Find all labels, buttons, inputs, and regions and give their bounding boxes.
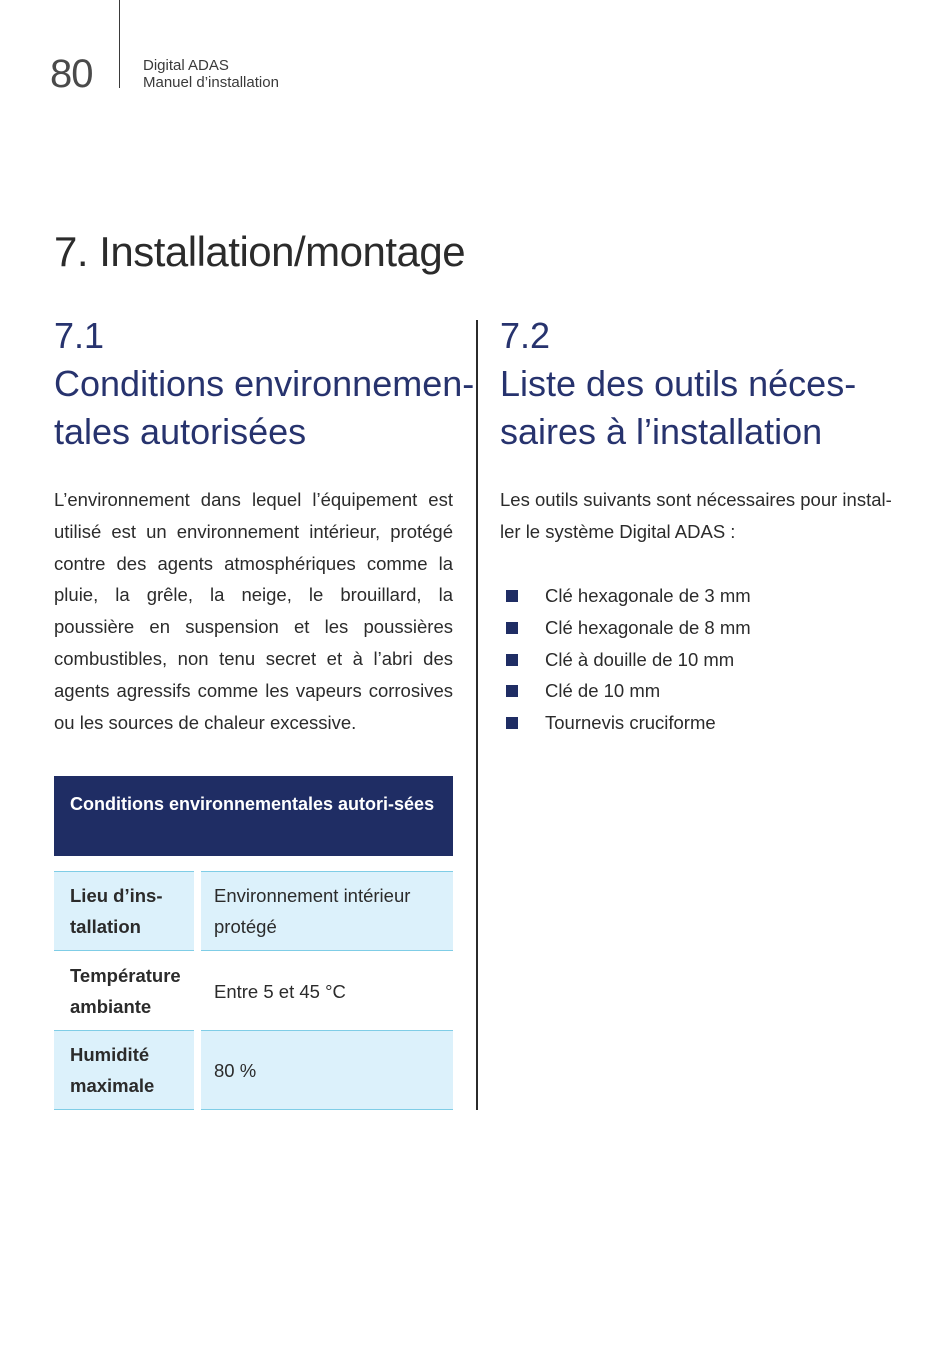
- table-cell-label: Température ambiante: [70, 965, 181, 1017]
- section-7-1-title-line-2: tales autorisées: [54, 411, 307, 452]
- chapter-title: 7. Installation/montage: [54, 228, 466, 275]
- list-item: [505, 580, 751, 612]
- document-title-line-2: Manuel d’installation: [143, 74, 279, 91]
- column-divider: [476, 320, 478, 1110]
- table-cell-value: Environnement intérieur protégé: [201, 871, 453, 951]
- section-7-1-title-line-1: Conditions environnemen-: [54, 363, 475, 404]
- section-7-2-title-line-2: saires à l’installation: [500, 411, 823, 452]
- tools-list: [505, 580, 751, 739]
- document-title: [143, 57, 279, 91]
- section-7-1-body: L’environnement dans lequel l’équipement est utilisé est un environnement intérieur, protégé contre des agents atmosphériques comme la pluie, la grêle, la neige, le brouillard, la poussière en suspension et les poussières combustibles, non tenu secret et à l’abri des agents agressifs comme les vapeurs corrosives ou les sources de chaleur excessive.: [54, 489, 453, 733]
- list-item: [505, 612, 751, 644]
- tool-label: Clé hexagonale de 8 mm: [545, 616, 751, 638]
- square-bullet-icon: [506, 590, 518, 602]
- document-title-line-1: Digital ADAS: [143, 57, 229, 74]
- table-row: [54, 1030, 453, 1110]
- section-7-2-heading: [500, 312, 856, 456]
- list-item: [505, 644, 751, 676]
- tool-label: Tournevis cruciforme: [545, 712, 716, 734]
- square-bullet-icon: [506, 717, 518, 729]
- section-7-2-intro: Les outils suivants sont nécessaires pour instal-ler le système Digital ADAS :: [500, 489, 892, 542]
- table-cell-label: Humidité maximale: [54, 1030, 194, 1110]
- tool-label: Clé à douille de 10 mm: [545, 648, 735, 670]
- table-cell-value: 80 %: [201, 1030, 453, 1110]
- square-bullet-icon: [506, 622, 518, 634]
- conditions-table-header: Conditions environnementales autori-sées: [54, 776, 453, 856]
- section-7-1-number: 7.1: [54, 315, 105, 356]
- list-item: [505, 707, 751, 739]
- header-divider: [119, 0, 120, 88]
- table-cell-value: Entre 5 et 45 °C: [214, 980, 346, 1002]
- table-row: [54, 951, 453, 1031]
- page-number: 80: [50, 52, 93, 96]
- tool-label: Clé hexagonale de 3 mm: [545, 585, 751, 606]
- table-row: [54, 871, 453, 951]
- tool-label: Clé de 10 mm: [545, 680, 661, 702]
- square-bullet-icon: [506, 654, 518, 666]
- section-7-2-title-line-1: Liste des outils néces-: [500, 363, 857, 404]
- section-7-1-heading: [54, 312, 474, 456]
- square-bullet-icon: [506, 685, 518, 697]
- section-7-2-number: 7.2: [500, 315, 551, 356]
- table-cell-label: Lieu d’ins-tallation: [54, 871, 194, 951]
- list-item: [505, 675, 751, 707]
